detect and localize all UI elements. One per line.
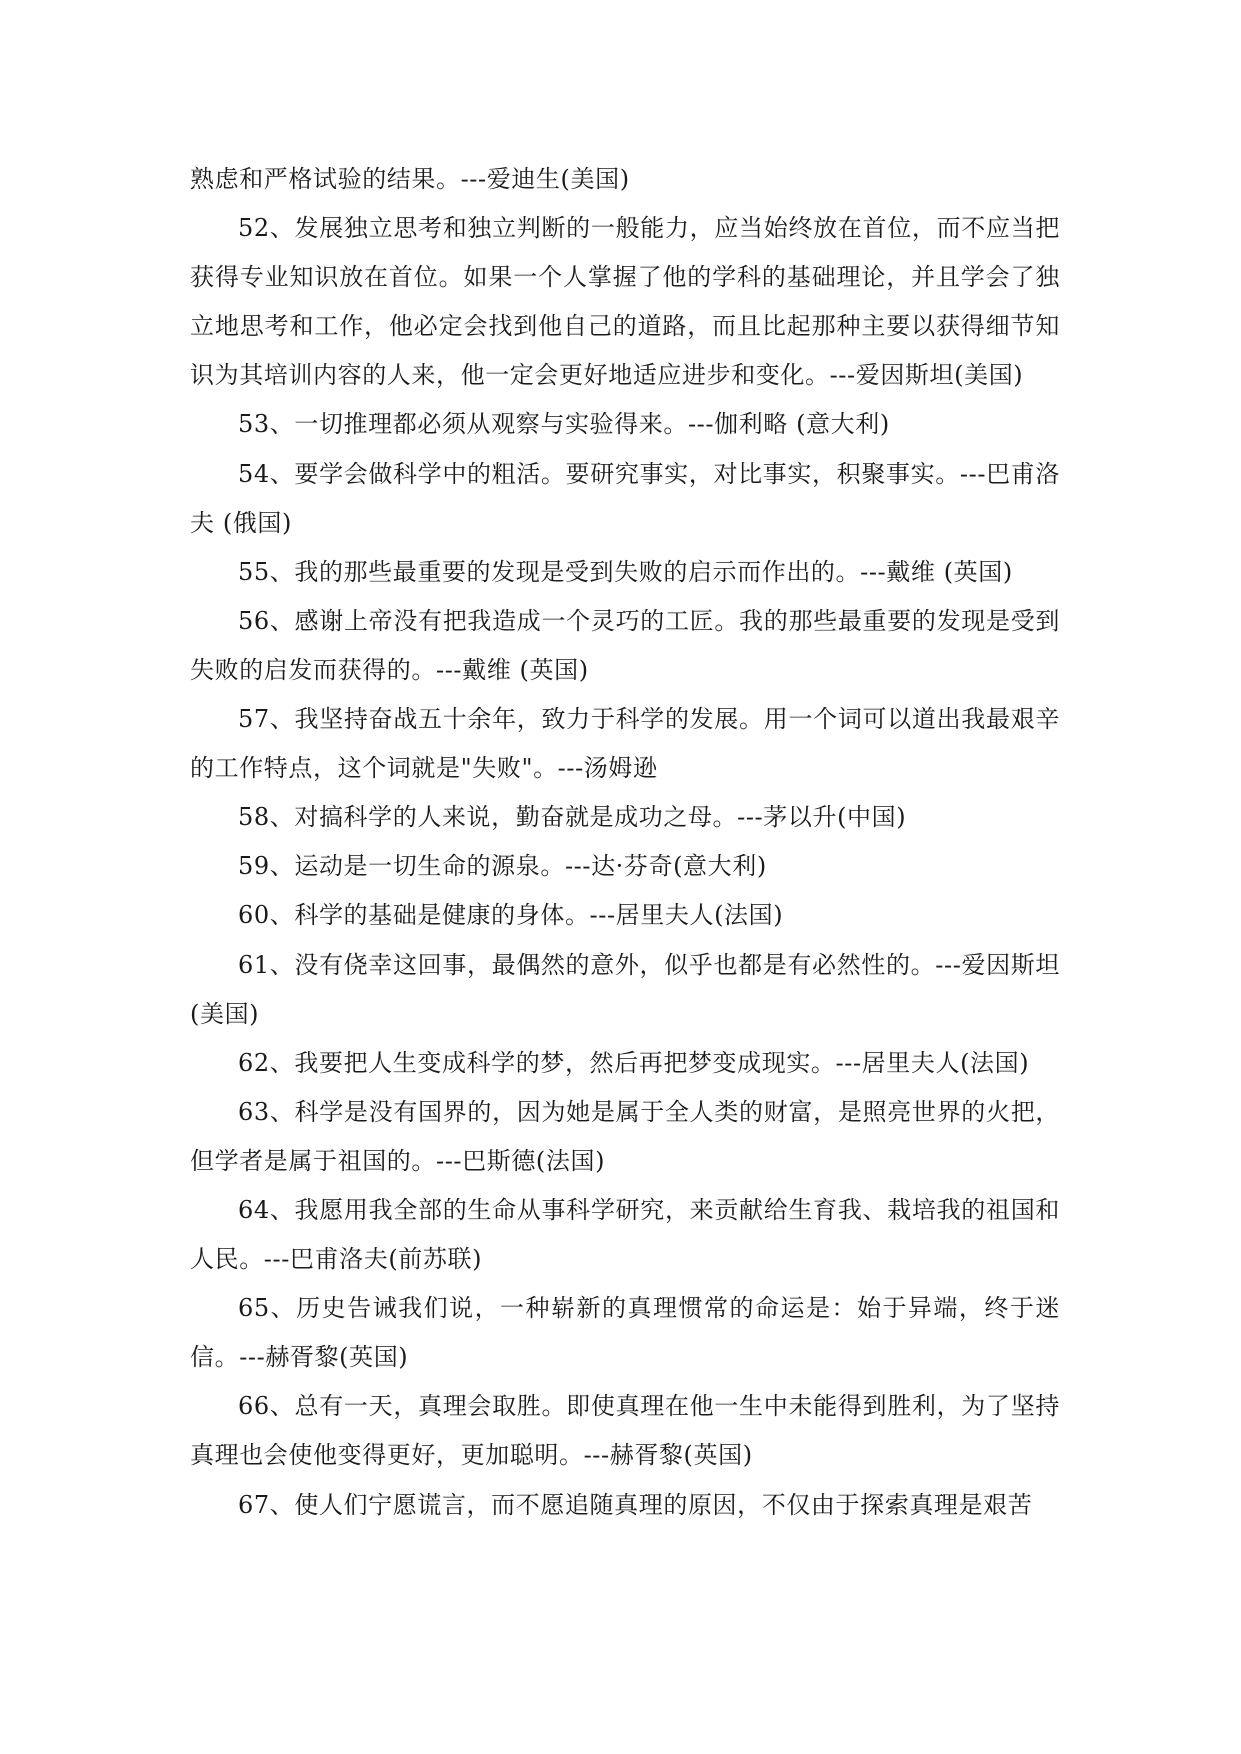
quote-56: 56、感谢上帝没有把我造成一个灵巧的工匠。我的那些最重要的发现是受到失败的启发而获得的。---戴维 (英国) [190,606,1060,684]
paragraph-continuation: 熟虑和严格试验的结果。---爱迪生(美国) [190,165,630,193]
quote-58: 58、对搞科学的人来说，勤奋就是成功之母。---茅以升(中国) [238,803,907,832]
quote-62: 62、我要把人生变成科学的梦，然后再把梦变成现实。---居里夫人(法国) [238,1048,1030,1077]
quote-63: 63、科学是没有国界的，因为她是属于全人类的财富，是照亮世界的火把，但学者是属于祖国的。---巴斯德(法国) [190,1097,1060,1175]
quote-66: 66、总有一天，真理会取胜。即使真理在他一生中未能得到胜利，为了坚持真理也会使他变得更好，更加聪明。---赫胥黎(英国) [190,1392,1060,1470]
quote-52: 52、发展独立思考和独立判断的一般能力，应当始终放在首位，而不应当把获得专业知识放在首位。如果一个人掌握了他的学科的基础理论，并且学会了独立地思考和工作，他必定会找到他自己的道路，而且比起那种主要以获得细节知识为其培训内容的人来，他一定会更好地适应进步和变化。---爱因斯坦(美国) [190,214,1060,390]
quote-57: 57、我坚持奋战五十余年，致力于科学的发展。用一个词可以道出我最艰辛的工作特点，这个词就是"失败"。---汤姆逊 [190,705,1060,783]
quote-54: 54、要学会做科学中的粗活。要研究事实，对比事实，积聚事实。---巴甫洛夫 (俄国) [190,459,1060,537]
quote-55: 55、我的那些最重要的发现是受到失败的启示而作出的。---戴维 (英国) [238,557,1013,586]
quote-59: 59、运动是一切生命的源泉。---达·芬奇(意大利) [238,852,767,881]
quote-60: 60、科学的基础是健康的身体。---居里夫人(法国) [238,901,784,930]
quote-61: 61、没有侥幸这回事，最偶然的意外，似乎也都是有必然性的。---爱因斯坦(美国) [190,950,1060,1028]
quote-67: 67、使人们宁愿谎言，而不愿追随真理的原因，不仅由于探索真理是艰苦 [238,1490,1033,1519]
quote-65: 65、历史告诫我们说，一种崭新的真理惯常的命运是：始于异端，终于迷信。---赫胥黎(英国) [190,1294,1060,1372]
quote-64: 64、我愿用我全部的生命从事科学研究，来贡献给生育我、栽培我的祖国和人民。---巴甫洛夫(前苏联) [190,1195,1060,1274]
document-body [190,155,1060,1530]
quote-53: 53、一切推理都必须从观察与实验得来。---伽利略 (意大利) [238,410,890,439]
